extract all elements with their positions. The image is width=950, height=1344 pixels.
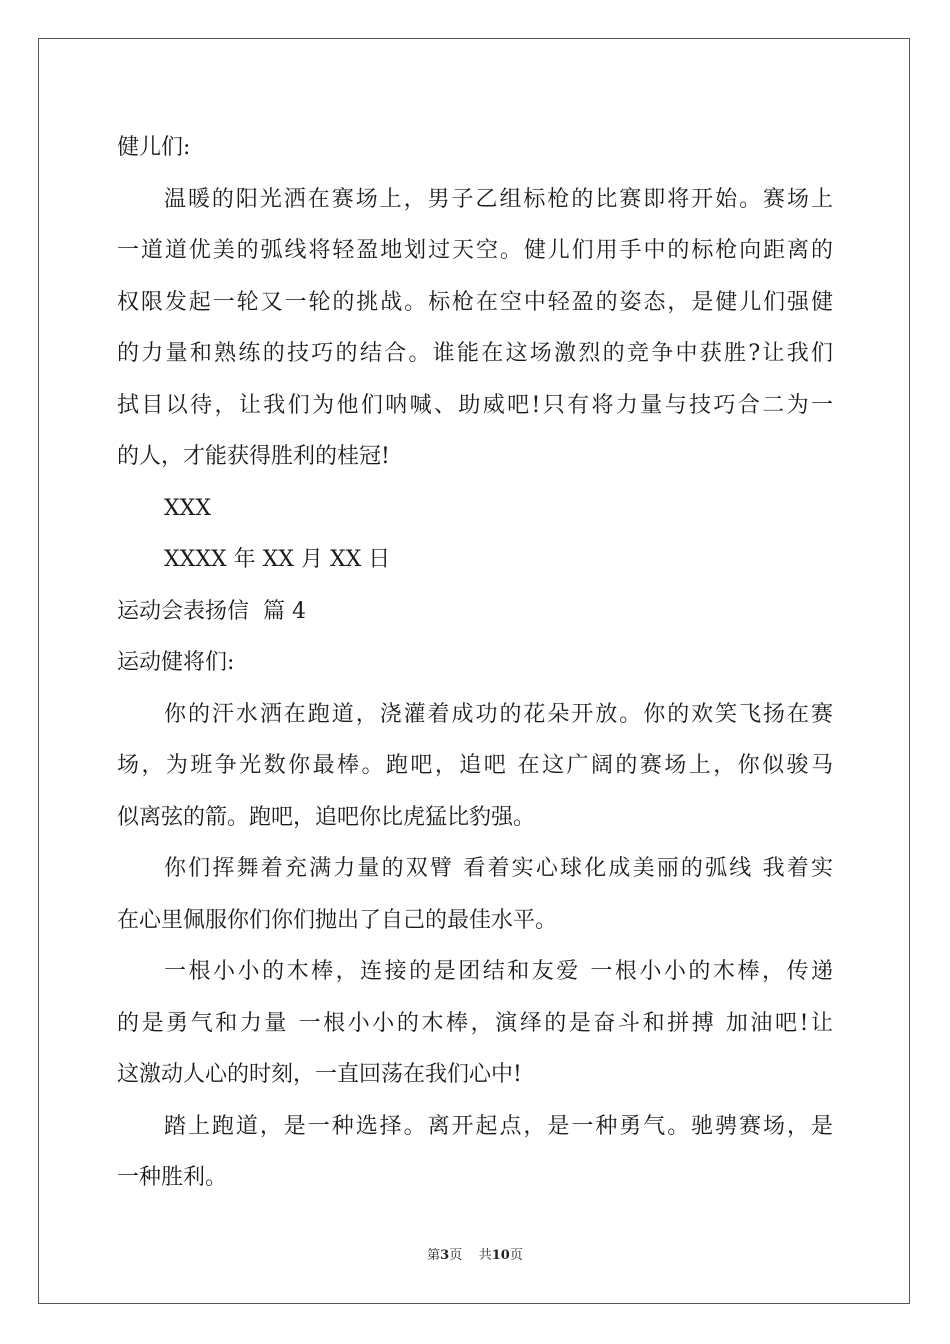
paragraph-line: 拭目以待，让我们为他们呐喊、助威吧!只有将力量与技巧合二为一 [117, 392, 833, 418]
signature-name: XXX [164, 495, 211, 521]
paragraph-line: 一道道优美的弧线将轻盈地划过天空。健儿们用手中的标枪向距离的 [117, 238, 833, 263]
total-suffix: 页 [509, 1248, 523, 1263]
total-prefix: 共 [478, 1248, 492, 1263]
paragraph-line: 这激动人心的时刻，一直回荡在我们心中! [117, 1062, 522, 1087]
paragraph-line: 的力量和熟练的技巧的结合。谁能在这场激烈的竞争中获胜?让我们 [117, 341, 833, 366]
page-footer [0, 1244, 950, 1263]
paragraph-line: 踏上跑道，是一种选择。离开起点，是一种勇气。驰骋赛场，是 [164, 1113, 833, 1139]
section-title: 运动会表扬信 篇 4 [117, 598, 306, 624]
document-body [117, 122, 833, 1204]
signature-date: XXXX 年 XX 月 XX 日 [164, 547, 391, 572]
paragraph-line: 一种胜利。 [117, 1165, 228, 1190]
paragraph-line: 在心里佩服你们你们抛出了自己的最佳水平。 [117, 907, 558, 933]
paragraph-line: 温暖的阳光洒在赛场上，男子乙组标枪的比赛即将开始。赛场上 [164, 186, 833, 212]
page-prefix: 第 [427, 1248, 441, 1263]
page-suffix: 页 [449, 1248, 463, 1263]
paragraph-line: 的是勇气和力量 一根小小的木棒，演绎的是奋斗和拼搏 加油吧!让 [117, 1010, 833, 1036]
total-page-count: 10 [491, 1248, 510, 1263]
paragraph-line: 权限发起一轮又一轮的挑战。标枪在空中轻盈的姿态，是健儿们强健 [117, 289, 833, 315]
paragraph-line: 你的汗水洒在跑道，浇灌着成功的花朵开放。你的欢笑飞扬在赛 [164, 701, 833, 727]
salutation: 健儿们: [117, 135, 191, 160]
salutation: 运动健将们: [117, 650, 235, 675]
paragraph-line: 一根小小的木棒，连接的是团结和友爱 一根小小的木棒，传递 [164, 959, 833, 984]
paragraph-line: 似离弦的箭。跑吧，追吧你比虎猛比豹强。 [117, 804, 536, 830]
paragraph-line: 场，为班争光数你最棒。跑吧，追吧 在这广阔的赛场上，你似骏马 [117, 753, 833, 778]
current-page-number: 3 [440, 1248, 450, 1263]
paragraph-line: 的人，才能获得胜利的桂冠! [117, 444, 390, 469]
paragraph-line: 你们挥舞着充满力量的双臂 看着实心球化成美丽的弧线 我着实 [164, 856, 833, 881]
